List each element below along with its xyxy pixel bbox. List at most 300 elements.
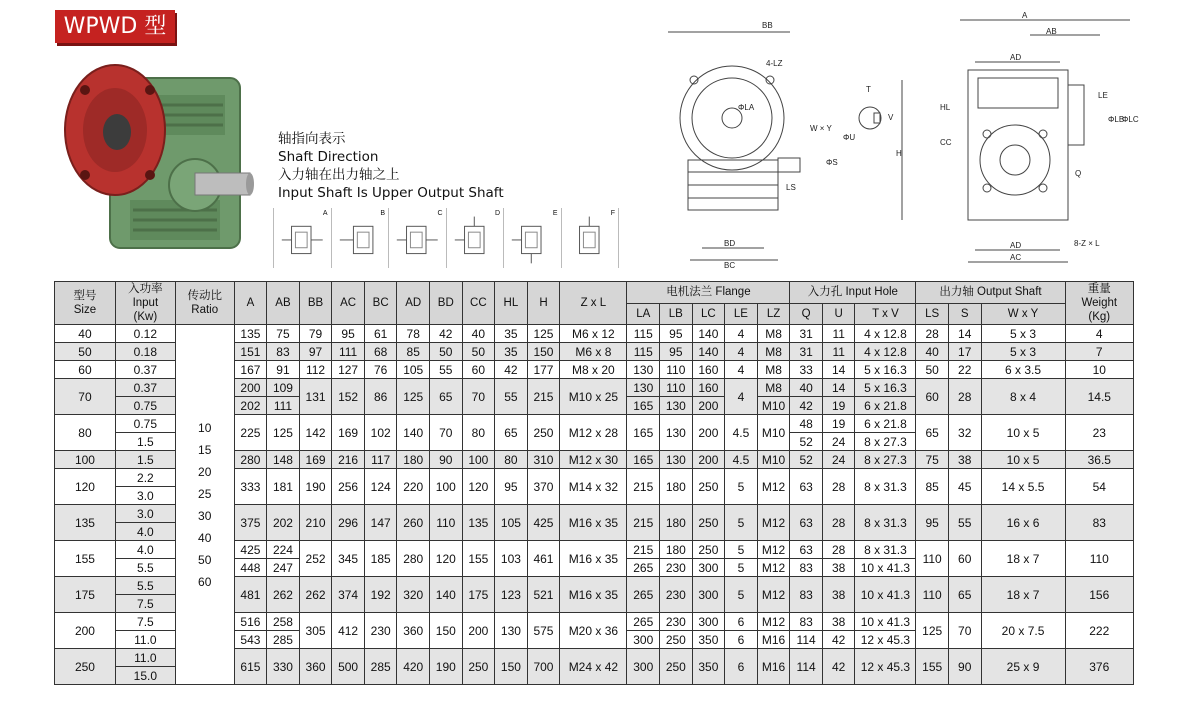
table-cell: 11.0 [115,649,175,667]
table-cell: 50 [55,343,116,361]
table-cell: 135 [234,325,267,343]
header-size: 型号 Size [55,282,116,325]
header-ab: AB [267,282,300,325]
header-zxl: Z x L [560,282,627,325]
table-cell: 95 [332,325,365,343]
table-cell: 220 [397,469,430,505]
table-cell: 40 [790,379,823,397]
table-cell: 55 [495,379,528,415]
table-cell: 177 [527,361,560,379]
table-cell: 0.37 [115,361,175,379]
header-ratio: 传动比 Ratio [175,282,234,325]
table-cell: M16 x 35 [560,505,627,541]
table-cell: 150 [430,613,463,649]
table-cell: 14 [822,361,855,379]
dim-cc: CC [940,138,952,147]
table-cell: 155 [462,541,495,577]
header-txv: T x V [855,303,916,325]
table-cell: 97 [299,343,332,361]
dimension-drawings [660,10,1140,270]
dim-h: H [896,149,902,158]
table-cell: 125 [397,379,430,415]
table-cell: 10 x 41.3 [855,577,916,613]
table-cell: 330 [267,649,300,685]
header-weight: 重量 Weight (Kg) [1065,282,1133,325]
table-cell: 305 [299,613,332,649]
table-cell: 500 [332,649,365,685]
table-cell: 320 [397,577,430,613]
table-cell: 91 [267,361,300,379]
table-cell: 175 [55,577,116,613]
table-cell: 35 [495,325,528,343]
table-cell: 110 [1065,541,1133,577]
table-cell: 83 [790,559,823,577]
table-cell: 70 [948,613,981,649]
table-cell: 75 [267,325,300,343]
ratio-value: 10 [198,421,212,435]
table-cell: 250 [527,415,560,451]
header-bc: BC [364,282,397,325]
table-cell: 65 [948,577,981,613]
table-cell: 700 [527,649,560,685]
table-cell: 152 [332,379,365,415]
table-cell: 200 [55,613,116,649]
header-wxy: W x Y [981,303,1065,325]
table-cell: 250 [55,649,116,685]
dim-lz: 4-LZ [766,59,783,68]
key-detail-drawing [859,107,881,129]
table-cell: 45 [948,469,981,505]
header-input-hole: 入力孔 Input Hole [790,282,916,304]
dim-lb: ΦLB [1108,115,1125,124]
table-cell: 140 [430,577,463,613]
spec-table-body [55,325,1134,685]
header-ls: LS [916,303,949,325]
mount-label: B [380,210,385,217]
table-cell: 300 [627,649,660,685]
header-s: S [948,303,981,325]
table-cell: 140 [397,415,430,451]
table-cell: 42 [430,325,463,343]
table-cell: 65 [495,415,528,451]
header-le: LE [725,303,758,325]
mount-label: F [610,210,615,217]
table-cell: 35 [495,343,528,361]
table-cell: 150 [527,343,560,361]
table-cell: 115 [627,343,660,361]
mounting-positions [273,208,619,268]
dim-ad-bottom: AD [1010,241,1022,250]
table-cell: 95 [495,469,528,505]
table-cell: 5 x 16.3 [855,379,916,397]
table-cell: 18 x 7 [981,577,1065,613]
table-cell: 83 [1065,505,1133,541]
mount-diagram-c [389,208,447,268]
gearbox-product-image [55,60,255,260]
header-lc: LC [692,303,725,325]
table-cell: 300 [627,631,660,649]
mount-diagram-d [447,208,505,268]
mount-diagram-b [332,208,390,268]
dim-bd: BD [724,239,736,248]
table-cell: 425 [234,541,267,559]
table-cell: 80 [55,415,116,451]
table-cell: 4.0 [115,523,175,541]
table-cell: 250 [660,631,693,649]
mount-label: C [437,210,443,217]
table-cell: 100 [462,451,495,469]
table-cell: 124 [364,469,397,505]
table-cell: 202 [234,397,267,415]
table-cell: M8 [757,379,790,397]
table-cell: 280 [397,541,430,577]
table-cell: 83 [790,577,823,613]
table-cell: 230 [660,577,693,613]
table-cell: 28 [822,469,855,505]
table-cell: 148 [267,451,300,469]
table-cell: 252 [299,541,332,577]
dim-a: A [1022,11,1028,20]
table-cell: 5 [725,505,758,541]
table-cell: 250 [692,469,725,505]
table-cell: 135 [462,505,495,541]
table-cell: 19 [822,415,855,433]
table-cell: 5.5 [115,577,175,595]
table-cell: M8 [757,361,790,379]
table-cell: 123 [495,577,528,613]
table-cell: 130 [627,361,660,379]
table-cell: 425 [527,505,560,541]
table-cell: 230 [660,559,693,577]
table-cell: 180 [397,451,430,469]
table-cell: 28 [822,541,855,559]
table-cell: 360 [397,613,430,649]
table-cell: 448 [234,559,267,577]
table-cell: 165 [627,415,660,451]
table-cell: 140 [692,325,725,343]
table-cell: 50 [916,361,949,379]
table-cell: 300 [692,559,725,577]
table-cell: 5 [725,541,758,559]
table-cell: 169 [299,451,332,469]
table-cell: M12 [757,613,790,631]
dim-hl: HL [940,103,951,112]
table-cell: 125 [267,415,300,451]
table-cell: 265 [627,577,660,613]
table-cell: 127 [332,361,365,379]
table-cell: 120 [430,541,463,577]
table-cell: 615 [234,649,267,685]
table-cell: 90 [948,649,981,685]
table-cell: 6 [725,649,758,685]
table-cell: 461 [527,541,560,577]
dim-t: T [866,85,871,94]
table-cell: 225 [234,415,267,451]
table-cell: 180 [660,505,693,541]
table-cell: 165 [627,451,660,469]
table-cell: 481 [234,577,267,613]
table-cell: 38 [822,559,855,577]
table-cell: 20 x 7.5 [981,613,1065,649]
table-cell: 215 [627,541,660,559]
table-cell: 112 [299,361,332,379]
table-cell: 31 [790,343,823,361]
table-cell: 200 [692,415,725,451]
dim-ab: AB [1046,27,1057,36]
table-cell: M6 x 8 [560,343,627,361]
table-cell: 14.5 [1065,379,1133,415]
table-cell: 200 [692,397,725,415]
table-cell: M10 [757,397,790,415]
table-cell: 160 [692,379,725,397]
table-cell: M14 x 32 [560,469,627,505]
table-cell: 165 [627,397,660,415]
table-cell: 125 [916,613,949,649]
table-cell: 190 [430,649,463,685]
dim-q: Q [1075,169,1082,178]
table-cell: 63 [790,469,823,505]
table-cell: 15.0 [115,667,175,685]
table-cell: 110 [430,505,463,541]
mount-diagram-e [504,208,562,268]
table-cell: M16 x 35 [560,577,627,613]
table-cell: 130 [660,397,693,415]
header-ad: AD [397,282,430,325]
direction-line2-en: Input Shaft Is Upper Output Shaft [278,185,504,201]
table-cell: 117 [364,451,397,469]
table-cell: M6 x 12 [560,325,627,343]
table-cell: 83 [790,613,823,631]
table-cell: 265 [627,613,660,631]
table-cell: 222 [1065,613,1133,649]
table-cell: 95 [660,343,693,361]
table-cell: 4.0 [115,541,175,559]
table-cell: 156 [1065,577,1133,613]
table-cell: 376 [1065,649,1133,685]
table-cell: M10 x 25 [560,379,627,415]
table-cell: 38 [822,613,855,631]
table-cell: 40 [55,325,116,343]
header-lz: LZ [757,303,790,325]
table-cell: 175 [462,577,495,613]
table-cell: 50 [430,343,463,361]
table-cell: 17 [948,343,981,361]
table-cell: 14 x 5.5 [981,469,1065,505]
table-cell: 50 [462,343,495,361]
header-lb: LB [660,303,693,325]
table-cell: 78 [397,325,430,343]
mount-label: E [552,210,558,217]
header-bd: BD [430,282,463,325]
table-cell: 120 [462,469,495,505]
table-cell: 65 [430,379,463,415]
table-cell: 28 [948,379,981,415]
table-cell: 90 [430,451,463,469]
table-cell: 75 [916,451,949,469]
table-cell: 210 [299,505,332,541]
table-cell: 360 [299,649,332,685]
table-cell: 5 [725,559,758,577]
table-cell: M8 [757,343,790,361]
table-cell: 6 [725,631,758,649]
table-cell: 36.5 [1065,451,1133,469]
table-cell: 4 [1065,325,1133,343]
table-cell: 3.0 [115,487,175,505]
table-cell: 40 [462,325,495,343]
table-cell: 350 [692,649,725,685]
table-cell: 12 x 45.3 [855,649,916,685]
table-cell: 24 [822,451,855,469]
table-cell: 28 [822,505,855,541]
table-cell: 55 [430,361,463,379]
header-h: H [527,282,560,325]
table-cell: 300 [692,577,725,613]
table-cell: 230 [660,613,693,631]
table-cell: M12 [757,469,790,505]
ratio-list-cell [175,325,234,685]
table-cell: 160 [692,361,725,379]
table-cell: M10 [757,451,790,469]
table-cell: 0.75 [115,415,175,433]
dim-ad: AD [1010,53,1022,62]
table-cell: 14 [822,379,855,397]
table-cell: 110 [660,379,693,397]
direction-line-en: Shaft Direction [278,149,379,165]
table-cell: 0.12 [115,325,175,343]
table-cell: 543 [234,631,267,649]
table-cell: 0.37 [115,379,175,397]
table-cell: 169 [332,415,365,451]
table-cell: 38 [948,451,981,469]
table-cell: 76 [364,361,397,379]
table-cell: 200 [234,379,267,397]
header-hl: HL [495,282,528,325]
table-cell: 7.5 [115,595,175,613]
table-cell: 258 [267,613,300,631]
table-cell: 100 [55,451,116,469]
table-cell: 142 [299,415,332,451]
table-cell: 95 [916,505,949,541]
table-cell: 70 [55,379,116,415]
table-cell: 150 [495,649,528,685]
table-cell: 31 [790,325,823,343]
table-cell: 575 [527,613,560,649]
table-cell: 4 [725,325,758,343]
dim-wy: W × Y [810,124,832,133]
header-ac: AC [332,282,365,325]
table-cell: 350 [692,631,725,649]
table-cell: 11 [822,343,855,361]
table-cell: 38 [822,577,855,613]
table-cell: 181 [267,469,300,505]
table-cell: M12 x 30 [560,451,627,469]
shaft-direction-note [278,130,504,202]
table-cell: 280 [234,451,267,469]
table-cell: 60 [462,361,495,379]
table-cell: 285 [364,649,397,685]
table-cell: 140 [692,343,725,361]
table-cell: 11.0 [115,631,175,649]
table-cell: 19 [822,397,855,415]
table-cell: 5 x 16.3 [855,361,916,379]
table-cell: 110 [660,361,693,379]
table-cell: 8 x 31.3 [855,505,916,541]
table-cell: 4 x 12.8 [855,325,916,343]
table-cell: M16 [757,631,790,649]
table-cell: M12 x 28 [560,415,627,451]
table-cell: 60 [948,541,981,577]
table-cell: M24 x 42 [560,649,627,685]
table-cell: 285 [267,631,300,649]
table-cell: 40 [916,343,949,361]
mount-diagram-f [562,208,620,268]
header-a: A [234,282,267,325]
table-cell: 130 [660,451,693,469]
table-cell: 131 [299,379,332,415]
table-cell: 130 [495,613,528,649]
table-cell: 95 [660,325,693,343]
header-power: 入功率 Input (Kw) [115,282,175,325]
table-cell: 110 [916,577,949,613]
header-q: Q [790,303,823,325]
dim-bc: BC [724,261,736,270]
table-cell: 10 x 41.3 [855,613,916,631]
dim-s: ΦS [826,158,838,167]
dim-u: ΦU [843,133,856,142]
table-cell: 79 [299,325,332,343]
table-cell: 215 [627,505,660,541]
table-cell: 100 [430,469,463,505]
header-cc: CC [462,282,495,325]
table-cell: 12 x 45.3 [855,631,916,649]
table-cell: 247 [267,559,300,577]
mount-label: D [494,210,500,217]
ratio-value: 30 [198,509,212,523]
table-cell: 130 [627,379,660,397]
table-cell: 6 [725,613,758,631]
table-cell: 83 [267,343,300,361]
table-cell: 86 [364,379,397,415]
table-cell: 42 [822,649,855,685]
table-cell: 200 [462,613,495,649]
table-cell: 8 x 27.3 [855,451,916,469]
table-cell: 6 x 21.8 [855,415,916,433]
table-cell: 310 [527,451,560,469]
table-cell: 250 [692,541,725,559]
table-cell: 180 [660,469,693,505]
table-cell: 25 x 9 [981,649,1065,685]
table-cell: 5 x 3 [981,343,1065,361]
spec-table [54,281,1134,685]
table-cell: 4 [725,343,758,361]
table-cell: 155 [55,541,116,577]
table-cell: 215 [527,379,560,415]
table-cell: 105 [495,505,528,541]
table-cell: 5 [725,577,758,613]
table-cell: 120 [55,469,116,505]
table-cell: 215 [627,469,660,505]
table-cell: 130 [660,415,693,451]
table-cell: 55 [948,505,981,541]
table-cell: M16 x 35 [560,541,627,577]
table-cell: 1.5 [115,451,175,469]
table-cell: 6 x 21.8 [855,397,916,415]
header-bb: BB [299,282,332,325]
dim-v: V [888,113,894,122]
table-cell: 8 x 4 [981,379,1065,415]
header-output-shaft: 出力轴 Output Shaft [916,282,1065,304]
table-cell: M12 [757,577,790,613]
